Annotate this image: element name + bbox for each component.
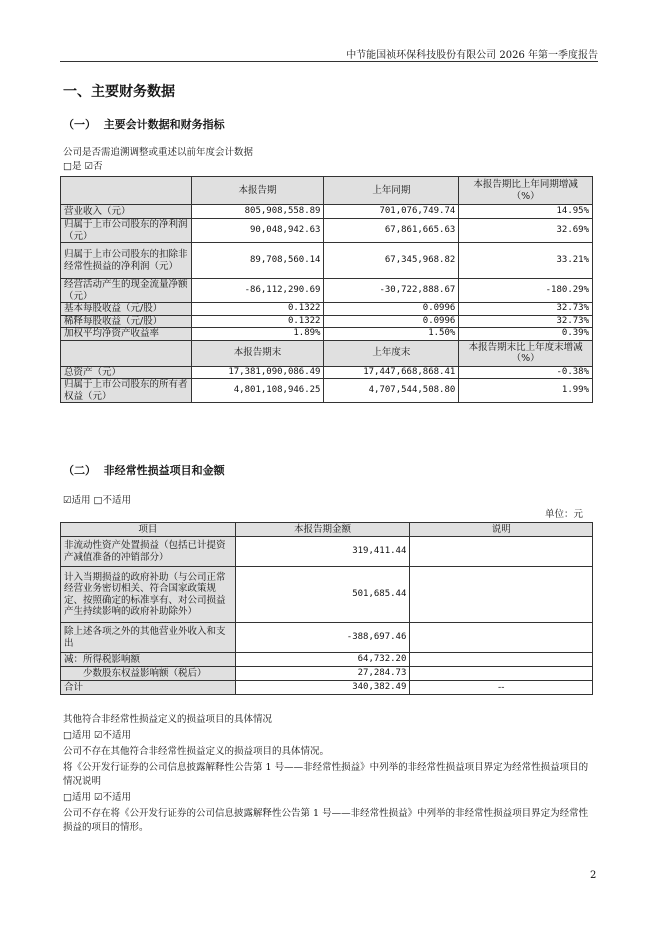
table-row bbox=[61, 366, 593, 379]
subsection-title-non-recurring: （二） 非经常性损益项目和金额 bbox=[63, 464, 225, 477]
row-label: 稀释每股收益（元/股） bbox=[61, 315, 192, 328]
table-row bbox=[61, 653, 593, 667]
cell-value: 805,908,558.89 bbox=[191, 205, 324, 219]
key-financial-table bbox=[60, 176, 593, 403]
row-label: 除上述各项之外的其他营业外收入和支出 bbox=[61, 623, 236, 653]
row-label: 非流动性资产处置损益（包括已计提资产减值准备的冲销部分） bbox=[61, 537, 236, 567]
row-label: 合计 bbox=[61, 681, 236, 695]
table-row bbox=[61, 328, 593, 341]
header-cell: 本报告期比上年同期增减（%） bbox=[459, 177, 593, 205]
cell-value: 14.95% bbox=[459, 205, 593, 219]
table-header-row bbox=[61, 523, 593, 537]
cell-value: 33.21% bbox=[459, 243, 593, 279]
note-reclassification-text: 公司不存在将《公开发行证券的公司信息披露解释性公告第 1 号——非经常性损益》中列举的非经常性损益项目界定为经常性损益的项目的情形。 bbox=[63, 808, 589, 833]
cell-value: 1.89% bbox=[191, 328, 324, 341]
cell-value: 32.69% bbox=[459, 219, 593, 243]
header-cell: 本报告期末 bbox=[191, 340, 324, 366]
note-other-items: 其他符合非经常性损益定义的损益项目的具体情况 bbox=[63, 714, 273, 725]
unit-label: 单位：元 bbox=[545, 509, 584, 520]
cell-value: 27,284.73 bbox=[235, 667, 410, 681]
table-row bbox=[61, 315, 593, 328]
table-row bbox=[61, 303, 593, 316]
header-cell: 本报告期 bbox=[191, 177, 324, 205]
note-reclassification-options: □适用 ☑不适用 bbox=[63, 792, 132, 803]
table-row bbox=[61, 567, 593, 623]
header-cell: 本报告期末比上年度末增减（%） bbox=[459, 340, 593, 366]
cell-value: 0.39% bbox=[459, 328, 593, 341]
note-reclassification: 将《公开发行证券的公司信息披露解释性公告第 1 号——非经常性损益》中列举的非经常性损益项目界定为经常性损益项目的情况说明 bbox=[63, 762, 589, 787]
header-cell: 上年同期 bbox=[324, 177, 459, 205]
table-row bbox=[61, 379, 593, 403]
row-label: 计入当期损益的政府补助（与公司正常经营业务密切相关、符合国家政策规定、按照确定的标准享有、对公司损益产生持续影响的政府补助除外） bbox=[61, 567, 236, 623]
table-row bbox=[61, 537, 593, 567]
cell-value: -180.29% bbox=[459, 279, 593, 303]
table-row bbox=[61, 667, 593, 681]
cell-value: 17,447,668,868.41 bbox=[324, 366, 459, 379]
cell-note bbox=[410, 667, 593, 681]
cell-value: 1.99% bbox=[459, 379, 593, 403]
row-label: 加权平均净资产收益率 bbox=[61, 328, 192, 341]
cell-note: -- bbox=[410, 681, 593, 695]
non-recurring-table bbox=[60, 522, 593, 695]
cell-value: -30,722,888.67 bbox=[324, 279, 459, 303]
header-cell: 本报告期金额 bbox=[235, 523, 410, 537]
applicable-options: ☑适用 □不适用 bbox=[63, 495, 132, 506]
header-cell bbox=[61, 177, 192, 205]
cell-note bbox=[410, 567, 593, 623]
cell-value: 0.1322 bbox=[191, 303, 324, 316]
table-row bbox=[61, 243, 593, 279]
section-title: 一、主要财务数据 bbox=[63, 84, 175, 100]
cell-value: 90,048,942.63 bbox=[191, 219, 324, 243]
row-label: 经营活动产生的现金流量净额（元） bbox=[61, 279, 192, 303]
cell-value: 501,685.44 bbox=[235, 567, 410, 623]
row-label: 营业收入（元） bbox=[61, 205, 192, 219]
table-row bbox=[61, 623, 593, 653]
cell-value: 0.0996 bbox=[324, 303, 459, 316]
restate-options: □是 ☑否 bbox=[63, 161, 103, 172]
cell-value: 319,411.44 bbox=[235, 537, 410, 567]
cell-value: 701,076,749.74 bbox=[324, 205, 459, 219]
cell-note bbox=[410, 537, 593, 567]
cell-value: 32.73% bbox=[459, 303, 593, 316]
cell-value: 1.50% bbox=[324, 328, 459, 341]
row-label: 归属于上市公司股东的所有者权益（元） bbox=[61, 379, 192, 403]
report-header: 中节能国祯环保科技股份有限公司 2026 年第一季度报告 bbox=[346, 50, 598, 61]
header-cell: 说明 bbox=[410, 523, 593, 537]
cell-value: 67,345,968.82 bbox=[324, 243, 459, 279]
cell-value: -0.38% bbox=[459, 366, 593, 379]
cell-value: 32.73% bbox=[459, 315, 593, 328]
row-label: 总资产（元） bbox=[61, 366, 192, 379]
row-label: 归属于上市公司股东的净利润（元） bbox=[61, 219, 192, 243]
cell-value: -86,112,290.69 bbox=[191, 279, 324, 303]
restate-question: 公司是否需追溯调整或重述以前年度会计数据 bbox=[63, 147, 254, 158]
page-number: 2 bbox=[590, 870, 597, 881]
cell-value: -388,697.46 bbox=[235, 623, 410, 653]
cell-value: 4,801,108,946.25 bbox=[191, 379, 324, 403]
cell-value: 17,381,090,086.49 bbox=[191, 366, 324, 379]
row-label: 减：所得税影响额 bbox=[61, 653, 236, 667]
row-label: 归属于上市公司股东的扣除非经常性损益的净利润（元） bbox=[61, 243, 192, 279]
table-header-row bbox=[61, 177, 593, 205]
cell-note bbox=[410, 653, 593, 667]
header-cell: 项目 bbox=[61, 523, 236, 537]
table-row bbox=[61, 219, 593, 243]
note-other-items-options: □适用 ☑不适用 bbox=[63, 730, 132, 741]
header-cell bbox=[61, 340, 192, 366]
subsection-title-accounting-data: （一） 主要会计数据和财务指标 bbox=[63, 118, 225, 131]
cell-value: 4,707,544,508.80 bbox=[324, 379, 459, 403]
row-label: 少数股东权益影响额（税后） bbox=[61, 667, 236, 681]
cell-value: 0.0996 bbox=[324, 315, 459, 328]
table-row bbox=[61, 279, 593, 303]
cell-note bbox=[410, 623, 593, 653]
table-header-row bbox=[61, 340, 593, 366]
table-row bbox=[61, 681, 593, 695]
cell-value: 340,382.49 bbox=[235, 681, 410, 695]
header-divider bbox=[60, 61, 598, 62]
header-cell: 上年度末 bbox=[324, 340, 459, 366]
table-row bbox=[61, 205, 593, 219]
cell-value: 64,732.20 bbox=[235, 653, 410, 667]
cell-value: 67,861,665.63 bbox=[324, 219, 459, 243]
row-label: 基本每股收益（元/股） bbox=[61, 303, 192, 316]
cell-value: 0.1322 bbox=[191, 315, 324, 328]
note-other-items-text: 公司不存在其他符合非经常性损益定义的损益项目的具体情况。 bbox=[63, 746, 330, 757]
cell-value: 89,708,560.14 bbox=[191, 243, 324, 279]
